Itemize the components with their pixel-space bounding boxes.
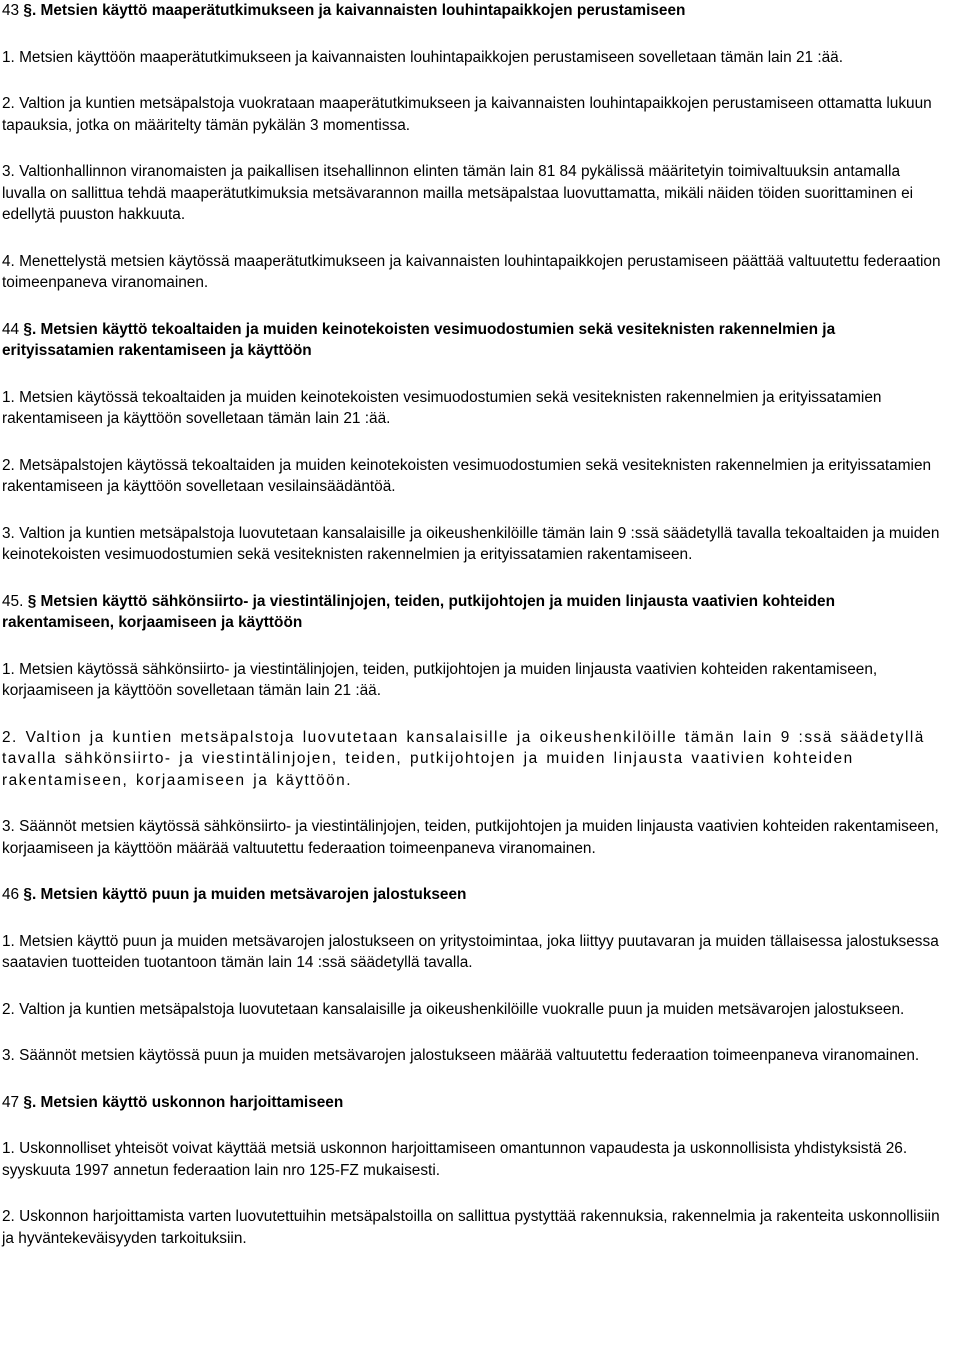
paragraph: 3. Säännöt metsien käytössä puun ja muiden metsävarojen jalostukseen määrää valtuutettu federaation toimeenpaneva viranomainen. xyxy=(2,1047,920,1064)
paragraph: 3. Säännöt metsien käytössä sähkönsiirto- ja viestintälinjojen, teiden, putkijohtojen ja muiden linjausta vaativien kohteiden rakentamiseen, korjaamiseen ja käyttöön määrää valtuutettu federaation toimeenpaneva viranomainen. xyxy=(2,818,939,857)
paragraph: 1. Metsien käyttöön maaperätutkimukseen ja kaivannaisten louhintapaikkojen perustamiseen sovelletaan tämän lain 21 :ää. xyxy=(2,48,844,66)
paragraph: 1. Metsien käytössä tekoaltaiden ja muiden keinotekoisten vesimuodostumien sekä vesiteknisten rakennelmien ja erityissatamien rakentamiseen ja käyttöön sovelletaan tämän lain 21 :ää. xyxy=(2,388,882,427)
section-heading-43: 43 §. Metsien käyttö maaperätutkimukseen ja kaivannaisten louhintapaikkojen perustamiseen xyxy=(2,2,686,19)
paragraph: 2. Valtion ja kuntien metsäpalstoja vuokrataan maaperätutkimukseen ja kaivannaisten louhintapaikkojen perustamiseen ottamatta lukuun tapauksia, jotka on määritelty tämän pykälän 3 momentissa. xyxy=(2,95,932,134)
paragraph: 3. Valtion ja kuntien metsäpalstoja luovutetaan kansalaisille ja oikeushenkilöille tämän lain 9 :ssä säädetyllä tavalla tekoaltaiden ja muiden keinotekoisten vesimuodostumien sekä vesiteknisten rakennelmien ja erityissatamien rakentamiseen. xyxy=(2,524,940,563)
section-heading-47: 47 §. Metsien käyttö uskonnon harjoittamiseen xyxy=(2,1093,344,1111)
section-heading-46: 46 §. Metsien käyttö puun ja muiden metsävarojen jalostukseen xyxy=(2,886,467,903)
paragraph: 2. Metsäpalstojen käytössä tekoaltaiden ja muiden keinotekoisten vesimuodostumien sekä vesiteknisten rakennelmien ja erityissatamien rakentamiseen ja käyttöön sovelletaan vesilainsäädäntöä. xyxy=(2,456,932,495)
paragraph: 1. Metsien käyttö puun ja muiden metsävarojen jalostukseen on yritystoimintaa, joka liittyy puutavaran ja muiden tällaisessa jalostuksessa saatavien tuotteiden tuotantoon tämän lain 14 :ssä säädetyllä tavalla. xyxy=(2,932,939,971)
paragraph: 2. Valtion ja kuntien metsäpalstoja luovutetaan kansalaisille ja oikeushenkilöille vuokralle puun ja muiden metsävarojen jalostukseen. xyxy=(2,1000,905,1018)
section-heading-44: 44 §. Metsien käyttö tekoaltaiden ja muiden keinotekoisten vesimuodostumien sekä vesiteknisten rakennelmien ja erityissatamien rakentamiseen ja käyttöön xyxy=(2,320,836,359)
paragraph: 1. Uskonnolliset yhteisöt voivat käyttää metsiä uskonnon harjoittamiseen omantunnon vapaudesta ja uskonnollisista yhdistyksistä 26. syyskuuta 1997 annetun federaation lain nro 125-FZ mukaisesti. xyxy=(2,1140,908,1179)
paragraph: 3. Valtionhallinnon viranomaisten ja paikallisen itsehallinnon elinten tämän lain 81 84 pykälissä määritetyin toimivaltuuksin antamalla luvalla on sallittua tehdä maaperätutkimuksia metsävarannon mailla metsäpalstaa luovuttamatta, mikäli näiden töiden suorittaminen ei edellytä puuston hakkuuta. xyxy=(2,163,914,223)
paragraph: 2. Uskonnon harjoittamista varten luovutettuihin metsäpalstoilla on sallittua pystyttää rakennuksia, rakennelmia ja rakenteita uskonnollisiin ja hyväntekeväisyyden tarkoituksiin. xyxy=(2,1208,940,1247)
paragraph: 4. Menettelystä metsien käytössä maaperätutkimukseen ja kaivannaisten louhintapaikkojen perustamiseen päättää valtuutettu federaation toimeenpaneva viranomainen. xyxy=(2,252,941,291)
paragraph: 1. Metsien käytössä sähkönsiirto- ja viestintälinjojen, teiden, putkijohtojen ja muiden linjausta vaativien kohteiden rakentamiseen, korjaamiseen ja käyttöön sovelletaan tämän lain 21 :ää. xyxy=(2,660,878,699)
section-heading-45: 45. § Metsien käyttö sähkönsiirto- ja viestintälinjojen, teiden, putkijohtojen ja muiden linjausta vaativien kohteiden rakentamiseen, korjaamiseen ja käyttöön xyxy=(2,592,836,631)
paragraph: 2. Valtion ja kuntien metsäpalstoja luovutetaan kansalaisille ja oikeushenkilöille tämän lain 9 :ssä säädetyllä tavalla sähkönsiirto- ja viestintälinjojen, teiden, putkijohtojen ja muiden linjausta vaativien kohteiden rakentamiseen, korjaamiseen ja käyttöön. xyxy=(2,728,925,789)
